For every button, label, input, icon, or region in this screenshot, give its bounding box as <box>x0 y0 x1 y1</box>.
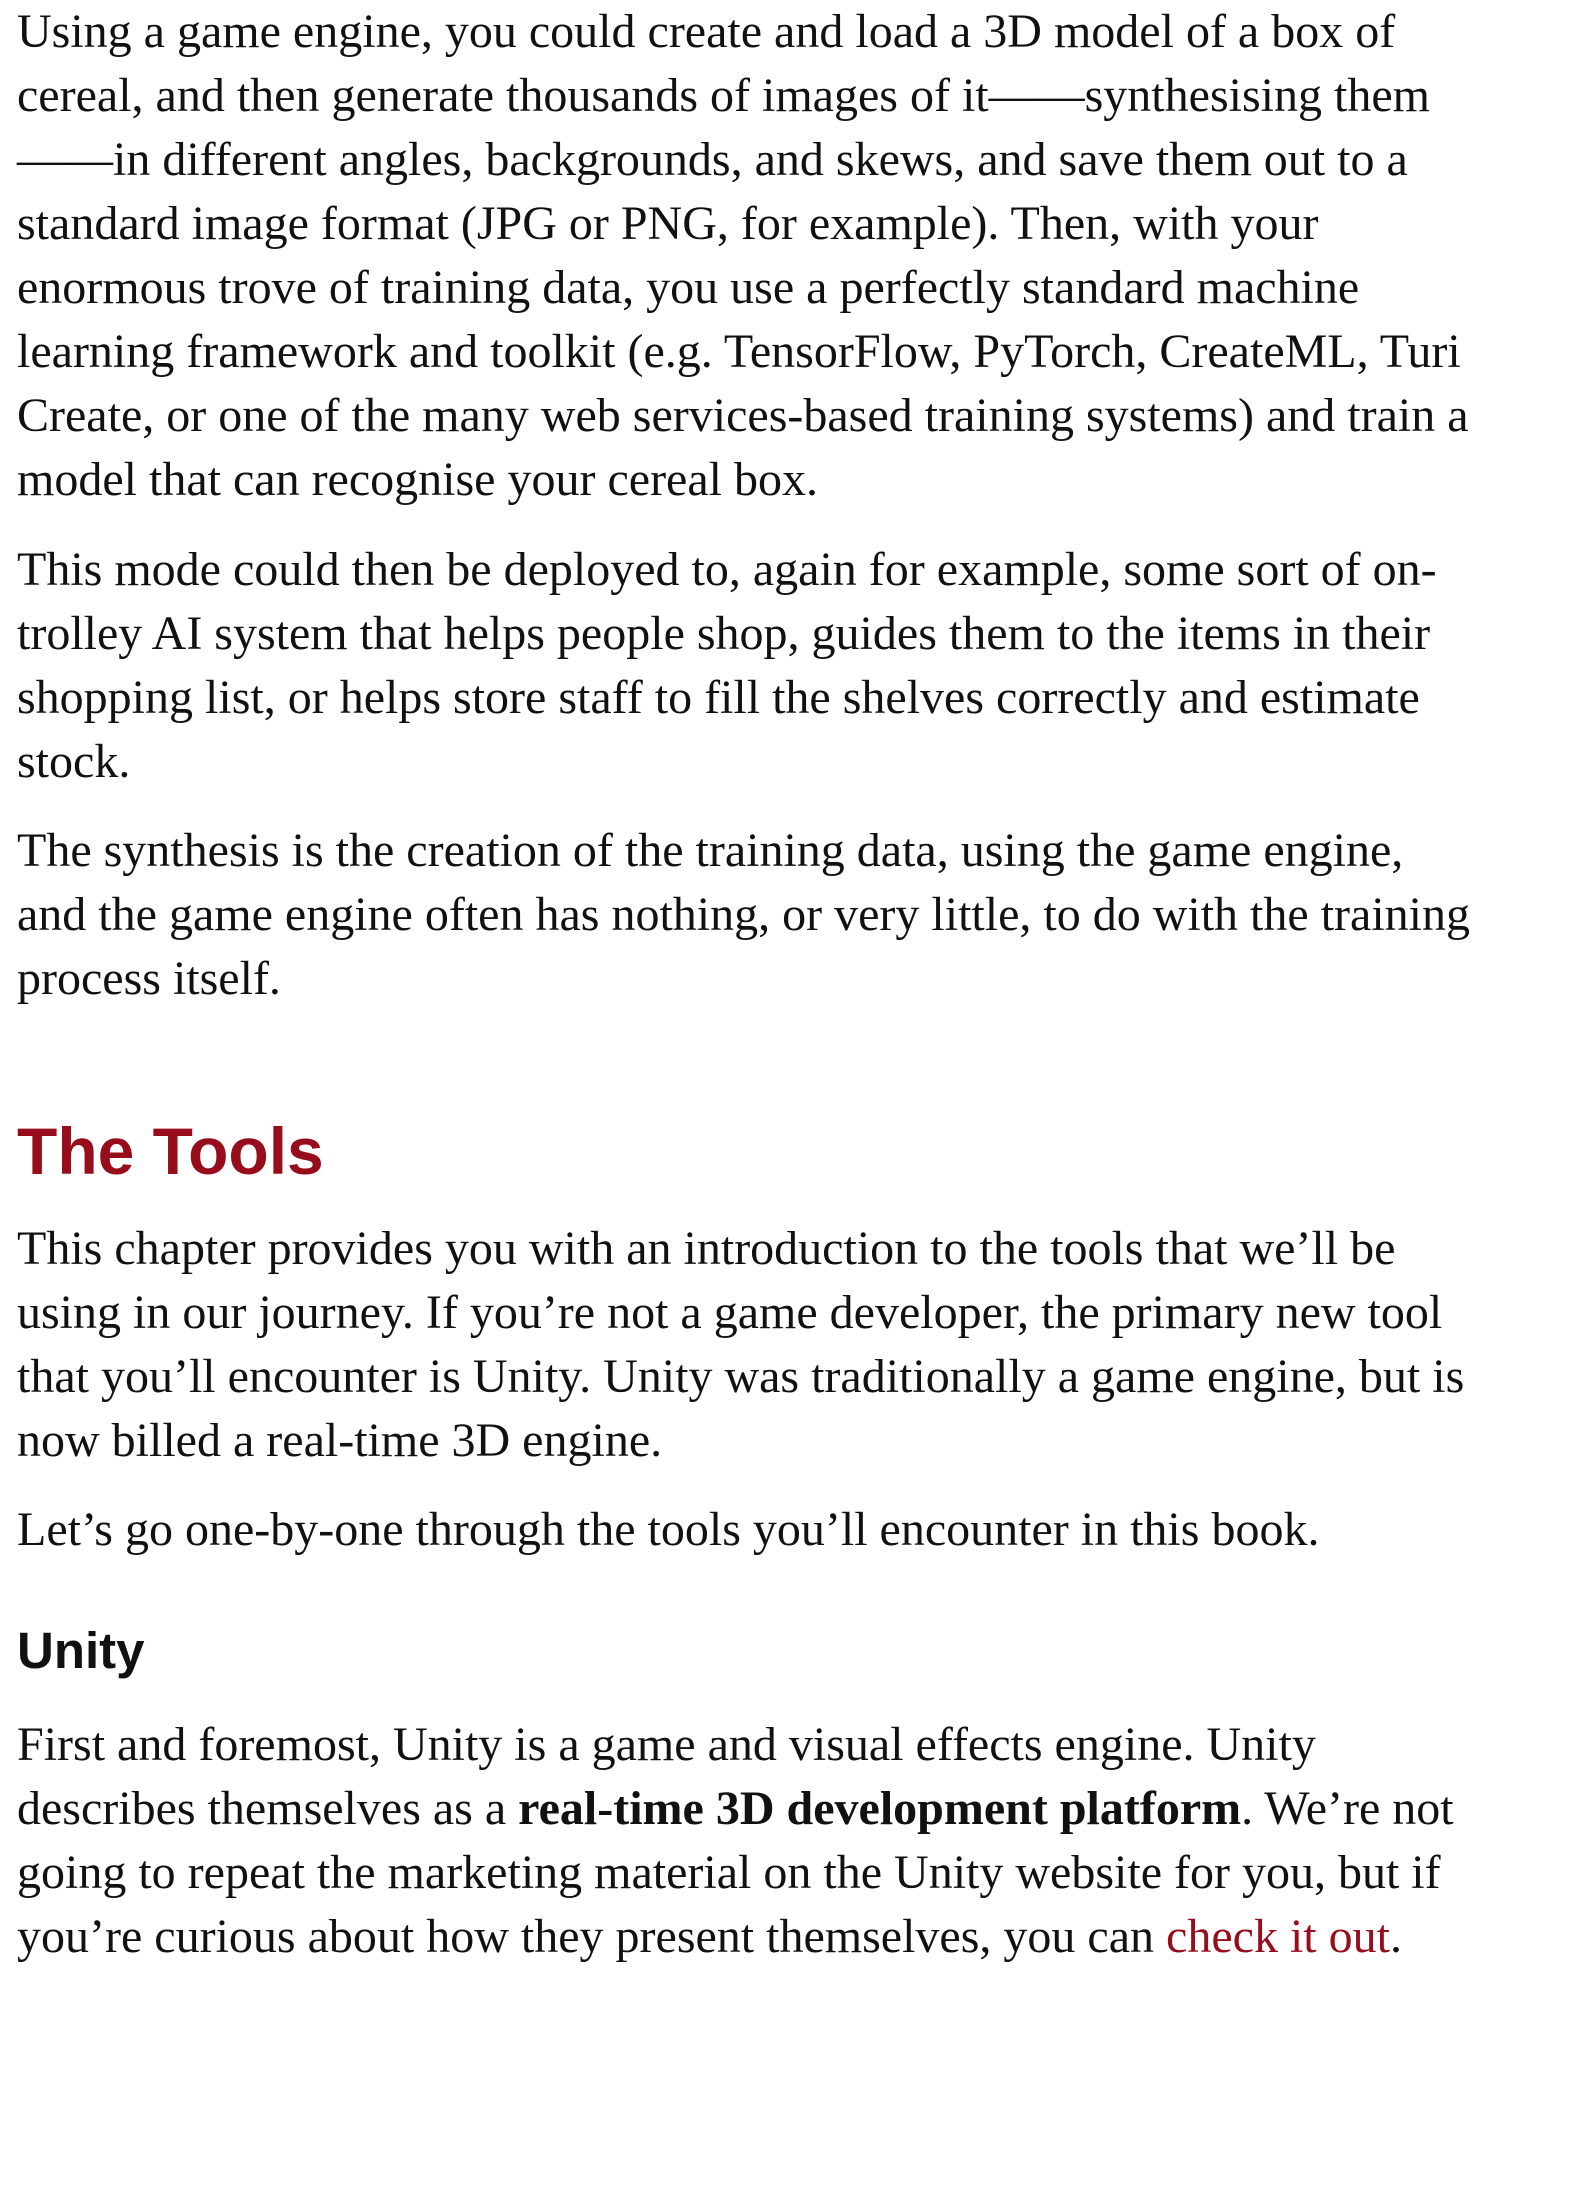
text-line: process itself. <box>17 952 281 1005</box>
check-it-out-link[interactable]: check it out <box>1166 1910 1390 1963</box>
text-line: The synthesis is the creation of the training data, using the game engine, <box>17 824 1404 877</box>
paragraph-chapter-intro <box>17 1217 1577 1473</box>
text-segment: . <box>1389 1910 1402 1963</box>
paragraph-unity-description <box>17 1713 1577 1969</box>
bold-phrase: real-time 3D development platform <box>518 1782 1242 1835</box>
section-heading-the-tools: The Tools <box>17 1114 324 1188</box>
text-line <box>17 1782 1454 1835</box>
text-segment: you’re curious about how they present themselves, you can <box>17 1910 1167 1963</box>
paragraph-tools-overview <box>17 1498 1577 1562</box>
text-line: that you’ll encounter is Unity. Unity was traditionally a game engine, but is <box>17 1350 1465 1403</box>
text-line: Using a game engine, you could create and load a 3D model of a box of <box>17 5 1396 58</box>
text-line <box>17 1910 1402 1963</box>
text-segment: . We’re not <box>1241 1782 1454 1835</box>
text-segment: describes themselves as a <box>17 1782 519 1835</box>
text-line: This mode could then be deployed to, again for example, some sort of on- <box>17 543 1437 596</box>
text-line: standard image format (JPG or PNG, for example). Then, with your <box>17 197 1319 250</box>
text-line: stock. <box>17 735 131 788</box>
text-line: cereal, and then generate thousands of images of it——synthesising them <box>17 69 1430 122</box>
text-line: now billed a real-time 3D engine. <box>17 1414 663 1467</box>
document-page <box>17 0 1577 1969</box>
text-line: learning framework and toolkit (e.g. TensorFlow, PyTorch, CreateML, Turi <box>17 325 1461 378</box>
text-line: going to repeat the marketing material on the Unity website for you, but if <box>17 1846 1441 1899</box>
text-line: trolley AI system that helps people shop, guides them to the items in their <box>17 607 1431 660</box>
text-line: shopping list, or helps store staff to fill the shelves correctly and estimate <box>17 671 1420 724</box>
paragraph-synthesis-definition <box>17 819 1577 1011</box>
text-line: using in our journey. If you’re not a game developer, the primary new tool <box>17 1286 1443 1339</box>
subsection-heading-unity: Unity <box>17 1622 145 1679</box>
text-line: model that can recognise your cereal box. <box>17 453 818 506</box>
text-line: This chapter provides you with an introduction to the tools that we’ll be <box>17 1222 1396 1275</box>
text-line: First and foremost, Unity is a game and visual effects engine. Unity <box>17 1718 1316 1771</box>
text-line: and the game engine often has nothing, or very little, to do with the training <box>17 888 1470 941</box>
text-line: Let’s go one-by-one through the tools you’ll encounter in this book. <box>17 1503 1320 1556</box>
text-line: enormous trove of training data, you use a perfectly standard machine <box>17 261 1360 314</box>
text-line: ——in different angles, backgrounds, and skews, and save them out to a <box>17 133 1408 186</box>
text-line: Create, or one of the many web services-based training systems) and train a <box>17 389 1469 442</box>
paragraph-synthesis-example <box>17 0 1577 512</box>
paragraph-deployment-example <box>17 538 1577 794</box>
